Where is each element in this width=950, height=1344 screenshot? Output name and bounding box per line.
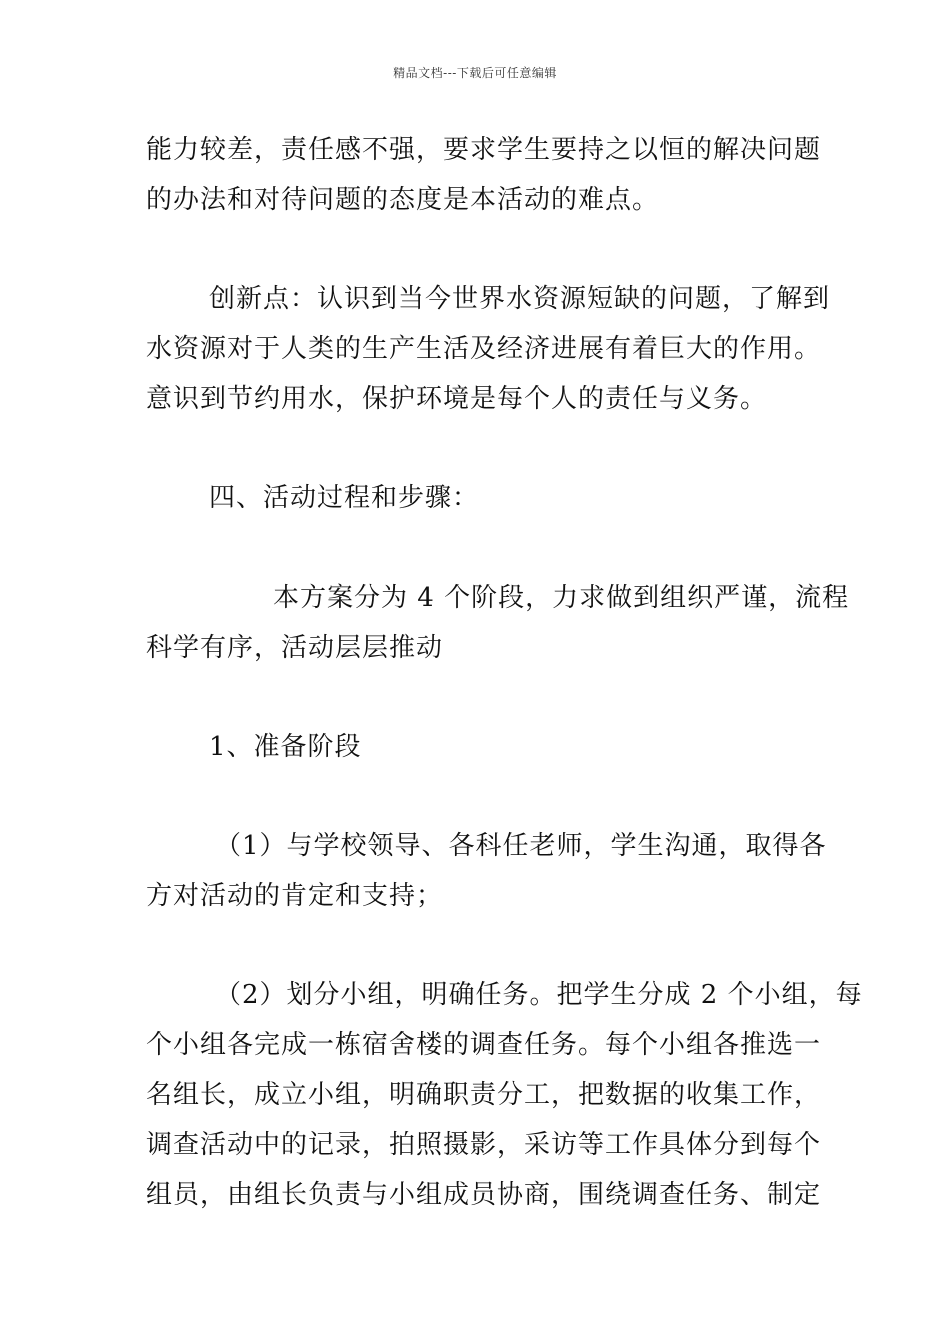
- body-line: （1）与学校领导、各科任老师，学生沟通，取得各: [215, 831, 827, 861]
- body-line: 科学有序，活动层层推动: [146, 633, 444, 663]
- section-heading: 四、活动过程和步骤：: [209, 483, 480, 513]
- body-line: 能力较差，责任感不强，要求学生要持之以恒的解决问题: [146, 135, 822, 165]
- body-line: 个小组各完成一栋宿舍楼的调查任务。每个小组各推选一: [146, 1030, 822, 1060]
- body-line: 的办法和对待问题的态度是本活动的难点。: [146, 185, 660, 215]
- subsection-heading: 1、准备阶段: [209, 732, 362, 762]
- body-line: （2）划分小组，明确任务。把学生分成 2 个小组，每: [215, 980, 863, 1010]
- body-line: 水资源对于人类的生产生活及经济进展有着巨大的作用。: [146, 334, 822, 364]
- body-line: 组员，由组长负责与小组成员协商，围绕调查任务、制定: [146, 1180, 822, 1210]
- page-header: 精品文档---下载后可任意编辑: [393, 66, 557, 80]
- body-line: 名组长，成立小组，明确职责分工，把数据的收集工作，: [146, 1080, 822, 1110]
- body-line: 创新点：认识到当今世界水资源短缺的问题，了解到: [209, 284, 831, 314]
- body-line: 调查活动中的记录，拍照摄影，采访等工作具体分到每个: [146, 1130, 822, 1160]
- body-line: 本方案分为 4 个阶段，力求做到组织严谨，流程: [273, 583, 850, 613]
- body-line: 意识到节约用水，保护环境是每个人的责任与义务。: [146, 384, 768, 414]
- body-line: 方对活动的肯定和支持；: [146, 881, 444, 911]
